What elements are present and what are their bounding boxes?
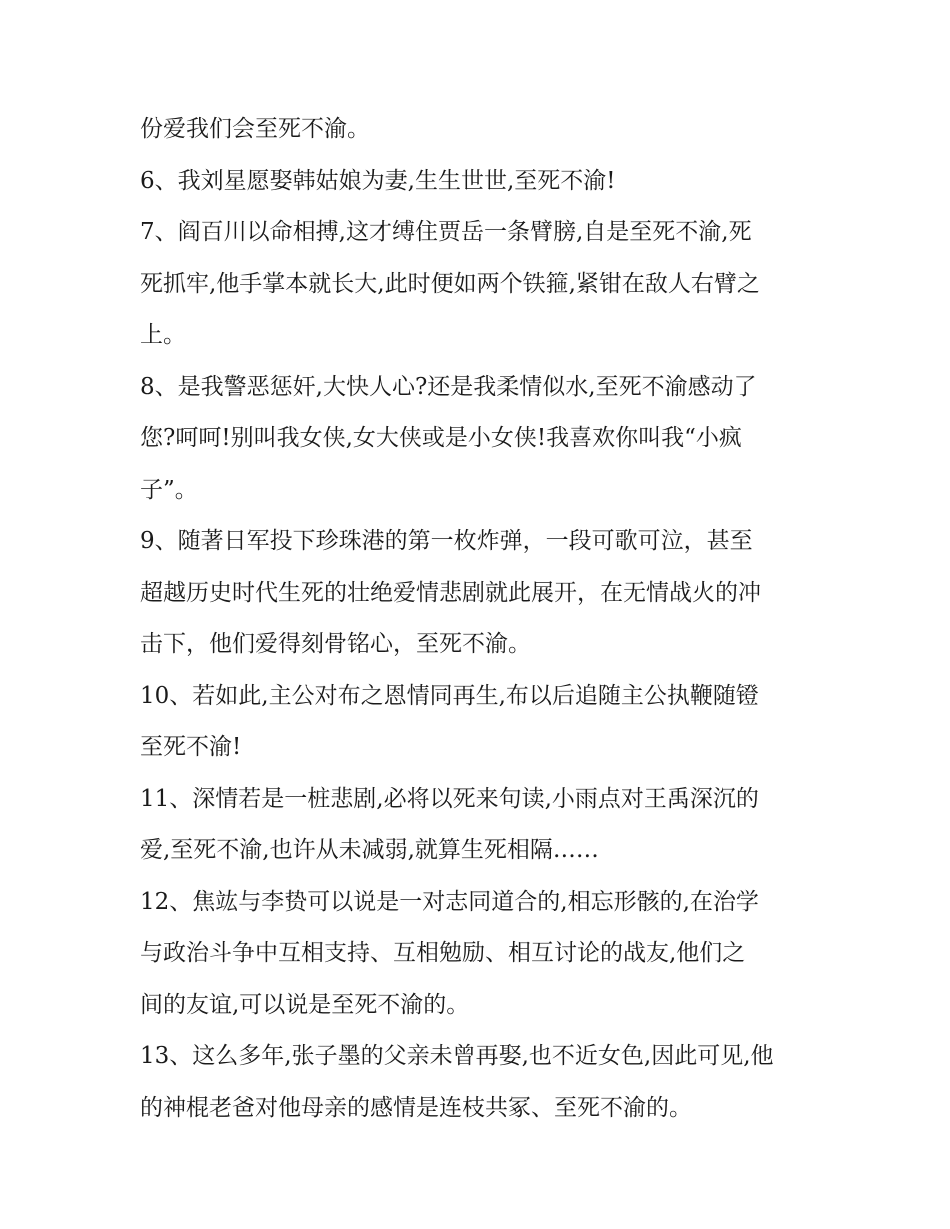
text-line: 超越历史时代生死的壮绝爱情悲剧就此展开，在无情战火的冲 — [140, 579, 761, 606]
text-line: 您?呵呵!别叫我女侠,女大侠或是小女侠!我喜欢你叫我“小疯 — [140, 425, 742, 451]
paragraph-12 — [140, 877, 820, 1032]
text-line: 至死不渝! — [140, 734, 242, 760]
text-line: 死抓牢,他手掌本就长大,此时便如两个铁箍,紧钳在敌人右臂之 — [140, 270, 760, 297]
text-line: 的神棍老爸对他母亲的感情是连枝共冢、至死不渝的。 — [140, 1094, 692, 1121]
paragraph-13 — [140, 1031, 820, 1134]
paragraph-7 — [140, 207, 820, 362]
text-line: 间的友谊,可以说是至死不渝的。 — [140, 991, 470, 1018]
text-line: 13、这么多年,张子墨的父亲未曾再娶,也不近女色,因此可见,他 — [140, 1043, 774, 1069]
paragraph-8 — [140, 362, 820, 517]
text-line: 上。 — [140, 322, 186, 348]
text-line: 子”。 — [140, 476, 198, 503]
text-line: 6、我刘星愿娶韩姑娘为妻,生生世世,至死不渝! — [140, 167, 616, 194]
paragraph-11 — [140, 774, 820, 877]
text-line: 与政治斗争中互相支持、互相勉励、相互讨论的战友,他们之 — [140, 940, 746, 966]
paragraph-6 — [140, 156, 820, 208]
paragraph-continuation — [140, 104, 820, 156]
text-line: 10、若如此,主公对布之恩情同再生,布以后追随主公执鞭随镫 — [140, 682, 759, 709]
text-line: 9、随著日军投下珍珠港的第一枚炸弹，一段可歌可泣，甚至 — [140, 528, 753, 554]
document-body — [140, 104, 820, 1134]
paragraph-9 — [140, 516, 820, 671]
text-line: 8、是我警恶惩奸,大快人心?还是我柔情似水,至死不渝感动了 — [140, 373, 757, 400]
text-line: 份爱我们会至死不渝。 — [140, 116, 370, 142]
text-line: 7、阎百川以命相搏,这才缚住贾岳一条臂膀,自是至死不渝,死 — [140, 219, 752, 245]
text-line: 11、深情若是一桩悲剧,必将以死来句读,小雨点对王禹深沉的 — [140, 785, 759, 812]
text-line: 12、焦竑与李贽可以说是一对志同道合的,相忘形骸的,在治学 — [140, 888, 759, 915]
text-line: 击下，他们爱得刻骨铭心，至死不渝。 — [140, 631, 531, 657]
paragraph-10 — [140, 671, 820, 774]
text-line: 爱,至死不渝,也许从未减弱,就算生死相隔…… — [140, 837, 599, 863]
